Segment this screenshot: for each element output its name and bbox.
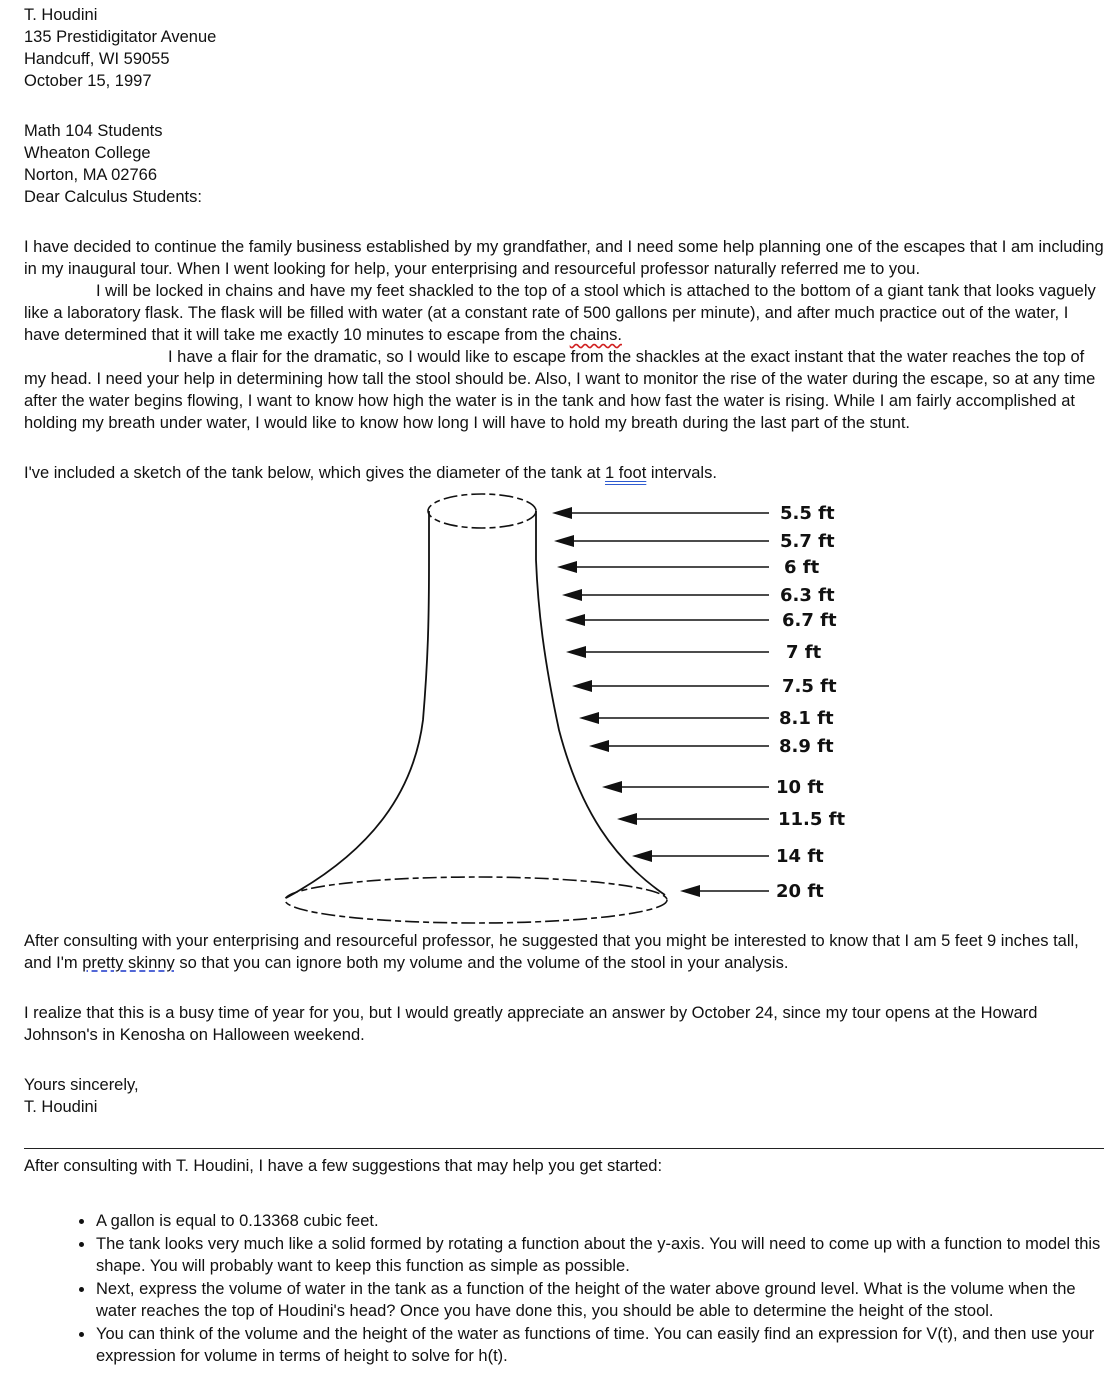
diameter-label: 6 ft [784, 557, 820, 578]
diameter-label: 14 ft [776, 846, 824, 867]
closing-line: Yours sincerely, [24, 1076, 139, 1094]
letter-date: October 15, 1997 [24, 72, 152, 90]
diameter-label: 20 ft [776, 881, 824, 902]
sender-address [24, 4, 1104, 92]
recipient-address [24, 120, 1104, 208]
arrowhead-icon [632, 850, 652, 862]
paragraph-deadline: I realize that this is a busy time of year for you, but I would greatly appreciate an answer by October 24, since my tour opens at the Howard Johnson's in Kenosha on Halloween weekend. [24, 1004, 1038, 1044]
paragraph-escape-plan-text: I will be locked in chains and have my feet shackled to the top of a stool which is attached to the bottom of a giant tank that looks vaguely like a laboratory flask. The flask will be filled with water (at a constant rate of 500 gallons per minute), and after much practice out of the water, I have determined that it will take me exactly 10 minutes to escape from the [24, 282, 1096, 344]
diameter-label: 11.5 ft [778, 809, 846, 830]
list-item: • A gallon is equal to 0.13368 cubic feet. [96, 1209, 1104, 1232]
diameter-label: 6.7 ft [782, 610, 837, 631]
arrowhead-icon [565, 614, 585, 626]
diameter-label: 7 ft [786, 642, 822, 663]
height-text-pre: After consulting with your enterprising and resourceful professor, he suggested that you might be interested to know that I am 5 feet 9 inches tall, and I'm [24, 932, 1079, 972]
diameter-label: 8.9 ft [779, 736, 834, 757]
paragraph-dramatic: I have a flair for the dramatic, so I would like to escape from the shackles at the exact instant that the water reaches the top of my head. I need your help in determining how tall the stool should be. Also, I want to monitor the rise of the water during the escape, so at any time after the water begins flowing, I want to know how high the water is in the tank and how fast the water is rising. While I am fairly accomplished at holding my breath under water, I would like to know how long I will have to hold my breath during the last part of the stunt. [24, 348, 1096, 432]
sketch-text-post: intervals. [646, 464, 717, 482]
diameter-label: 8.1 ft [779, 708, 834, 729]
tank-right-wall [536, 511, 665, 895]
arrowhead-icon [617, 813, 637, 825]
arrowhead-icon [554, 535, 574, 547]
tank-top-rim [428, 494, 536, 528]
sketch-text-pre: I've included a sketch of the tank below, which gives the diameter of the tank at [24, 464, 605, 482]
list-item: • The tank looks very much like a solid formed by rotating a function about the y-axis. You will need to come up with a function to model this shape. You will probably want to keep this function as simple as possible. [96, 1232, 1104, 1277]
diameter-label: 10 ft [776, 777, 824, 798]
sender-name: T. Houdini [24, 6, 98, 24]
suggestions-intro: After consulting with T. Houdini, I have a few suggestions that may help you get started: [24, 1157, 663, 1175]
arrowhead-icon [602, 781, 622, 793]
sender-city: Handcuff, WI 59055 [24, 50, 170, 68]
signature: T. Houdini [24, 1098, 98, 1116]
paragraph-sketch [24, 462, 1104, 484]
arrowhead-icon [680, 885, 700, 897]
arrowhead-icon [562, 589, 582, 601]
diameter-label: 6.3 ft [780, 585, 835, 606]
arrowhead-icon [589, 740, 609, 752]
arrowhead-icon [557, 561, 577, 573]
tank-base-rim [285, 877, 667, 923]
diameter-label: 5.5 ft [780, 503, 835, 524]
list-item: • Next, express the volume of water in the tank as a function of the height of the water above ground level. What is the volume when the water reaches the top of Houdini's head? Once you have done this, you should be able to determine the height of the stool. [96, 1277, 1104, 1322]
suggestions-list [24, 1209, 1104, 1367]
closing [24, 1074, 1104, 1118]
arrowhead-icon [552, 507, 572, 519]
recipient-line-3: Norton, MA 02766 [24, 166, 157, 184]
salutation: Dear Calculus Students: [24, 188, 202, 206]
tank-diagram [24, 490, 1104, 930]
height-text-post: so that you can ignore both my volume and the volume of the stool in your analysis. [174, 954, 789, 972]
paragraph-height [24, 930, 1104, 974]
diameter-label: 5.7 ft [780, 531, 835, 552]
sender-street: 135 Prestidigitator Avenue [24, 28, 217, 46]
grammar-phrase-pretty-skinny: pretty skinny [82, 954, 175, 972]
recipient-line-2: Wheaton College [24, 144, 151, 162]
arrowhead-icon [566, 646, 586, 658]
tank-left-wall [286, 511, 429, 898]
paragraph-escape-plan [24, 280, 1104, 346]
arrowhead-icon [579, 712, 599, 724]
diameter-arrows [552, 503, 846, 902]
spellcheck-word-chains: chains. [569, 326, 622, 344]
diameter-label: 7.5 ft [782, 676, 837, 697]
tank-sketch [24, 490, 1104, 930]
arrowhead-icon [572, 680, 592, 692]
paragraph-intro: I have decided to continue the family business established by my grandfather, and I need some help planning one of the escapes that I am including in my inaugural tour. When I went looking for help, your enterprising and resourceful professor naturally referred me to you. [24, 238, 1104, 278]
sketch-interval-term: 1 foot [605, 464, 647, 482]
list-item: • You can think of the volume and the height of the water as functions of time. You can easily find an expression for V(t), and then use your expression for volume in terms of height to solve for h(t). [96, 1322, 1104, 1367]
recipient-line-1: Math 104 Students [24, 122, 163, 140]
letter [24, 4, 1104, 1367]
